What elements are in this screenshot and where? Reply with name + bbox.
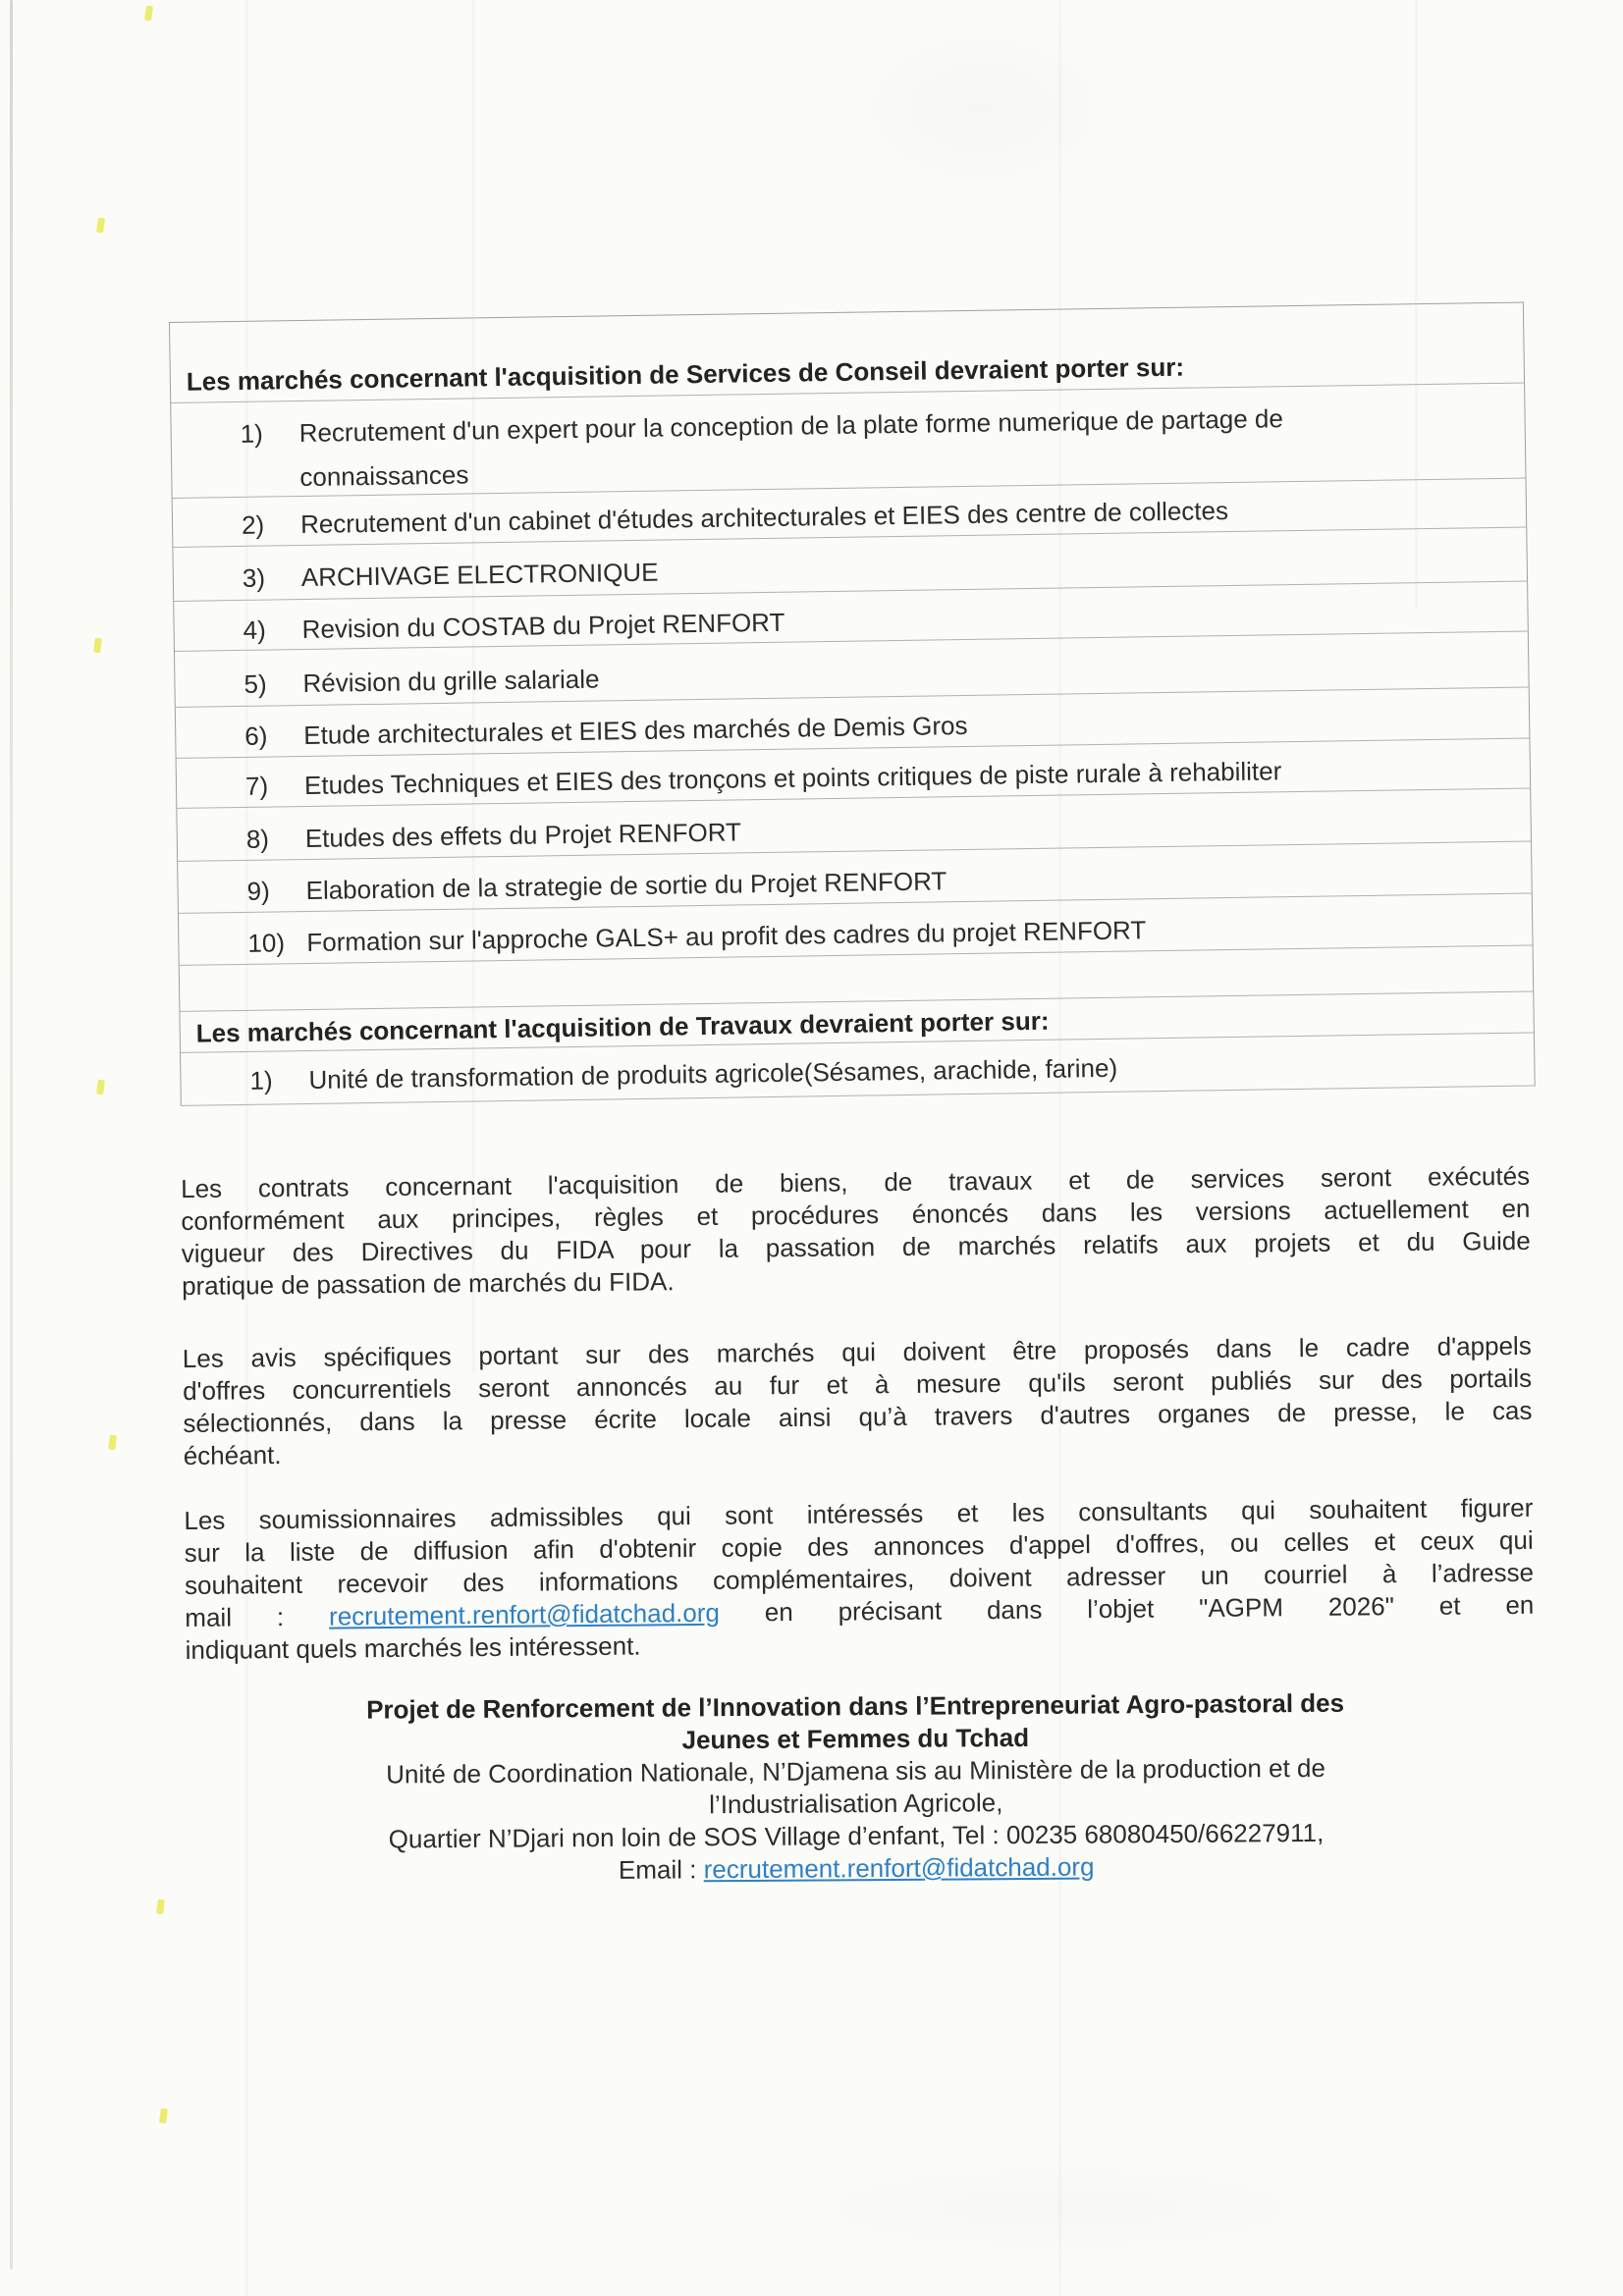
scan-speck: [96, 1080, 105, 1095]
item-number: 3): [242, 562, 266, 593]
item-number: 9): [246, 876, 270, 906]
paragraph-bidders: [184, 1492, 1535, 1667]
item-number: 10): [247, 928, 286, 958]
paragraph-notices: [183, 1330, 1533, 1472]
page-edge-shadow: [10, 0, 13, 2269]
paragraph-contracts: [181, 1160, 1531, 1303]
scan-speck: [144, 6, 153, 22]
paragraph-line: souhaitent recevoir des informations complémentaires, doivent adresser un courriel à l’adresse: [184, 1557, 1535, 1600]
item-number: 7): [244, 771, 269, 801]
paragraph-line: vigueur des Directives du FIDA pour la passation de marchés relatifs aux projets et du Guide: [181, 1225, 1531, 1268]
email-link[interactable]: recrutement.renfort@fidatchad.org: [328, 1597, 721, 1631]
contact-block: [181, 1685, 1531, 1890]
mail-label: mail :: [185, 1602, 285, 1632]
scan-speck: [93, 638, 102, 654]
procurement-table: [169, 302, 1536, 1106]
scan-speck: [156, 1899, 165, 1915]
scan-speck: [108, 1435, 117, 1451]
paragraph-line: Les soumissionnaires admissibles qui sont intéressés et les consultants qui souhaitent figurer: [184, 1492, 1534, 1535]
item-text: Revision du COSTAB du Projet RENFORT: [301, 607, 785, 645]
item-number: 1): [249, 1065, 273, 1095]
project-title-line: Jeunes et Femmes du Tchad: [681, 1722, 1030, 1755]
item-text: Révision du grille salariale: [302, 664, 600, 699]
item-text: Etudes Techniques et EIES des tronçons et points critiques de piste rurale à rehabiliter: [303, 756, 1282, 801]
address-line: l’Industrialisation Agricole,: [709, 1788, 1003, 1820]
body-text: [181, 1160, 1535, 1667]
item-text: Etude architecturales et EIES des marchés de Demis Gros: [303, 710, 968, 751]
item-text: ARCHIVAGE ELECTRONIQUE: [300, 557, 659, 593]
paragraph-line: conformément aux principes, règles et procédures énoncés dans les versions actuellement en: [181, 1193, 1531, 1236]
footer-email-link[interactable]: recrutement.renfort@fidatchad.org: [703, 1851, 1095, 1885]
scan-speck: [96, 218, 105, 234]
paragraph-line: d'offres concurrentiels seront annoncés au fur et à mesure qu'ils seront publiés sur des portails: [182, 1362, 1533, 1406]
scan-smudge: [805, 0, 1159, 216]
item-number: 1): [240, 418, 264, 449]
travaux-header-text: Les marchés concernant l'acquisition de Travaux devraient porter sur:: [195, 1005, 1050, 1048]
paragraph-line: indiquant quels marchés les intéressent.: [185, 1630, 641, 1665]
item-number: 2): [241, 509, 265, 540]
item-text: Recrutement d'un expert pour la conception de la plate forme numerique de partage de connaissances: [298, 403, 1284, 493]
address-line: Quartier N’Djari non loin de SOS Village d’enfant, Tel : 00235 68080450/66227911,: [388, 1817, 1325, 1854]
services-header-text: Les marchés concernant l'acquisition de Services de Conseil devraient porter sur:: [186, 351, 1185, 397]
mail-suffix: en précisant dans l’objet "AGPM 2026" et en: [764, 1589, 1535, 1628]
item-text: Elaboration de la strategie de sortie du Projet RENFORT: [305, 866, 947, 905]
footer-email-label: Email :: [618, 1854, 697, 1885]
item-number: 5): [243, 668, 267, 699]
paragraph-line: Les contrats concernant l'acquisition de biens, de travaux et de services seront exécutés: [181, 1160, 1531, 1203]
item-text: Recrutement d'un cabinet d'études architecturales et EIES des centre de collectes: [299, 496, 1229, 540]
project-title-line: Projet de Renforcement de l’Innovation dans l’Entrepreneuriat Agro-pastoral des: [366, 1687, 1345, 1725]
item-text: Etudes des effets du Projet RENFORT: [304, 817, 742, 853]
item-number: 6): [244, 721, 268, 751]
paragraph-line: échéant.: [183, 1440, 282, 1470]
paragraph-line: pratique de passation de marchés du FIDA.: [181, 1266, 675, 1301]
item-number: 8): [245, 824, 270, 854]
item-number: 4): [243, 614, 267, 645]
paragraph-line: sur la liste de diffusion afin d'obtenir copie des annonces d'appel d'offres, ou celles et ceux qui: [184, 1524, 1534, 1568]
item-text: Unité de transformation de produits agricole(Sésames, arachide, farine): [308, 1052, 1118, 1095]
scan-speck: [159, 2109, 168, 2124]
paragraph-line: Les avis spécifiques portant sur des marchés qui doivent être proposés dans le cadre d'appels: [182, 1330, 1532, 1373]
address-line: Unité de Coordination Nationale, N’Djamena sis au Ministère de la production et de: [386, 1752, 1326, 1789]
paragraph-line: sélectionnés, dans la presse écrite locale ainsi qu’à travers d'autres organes de presse, le cas: [183, 1395, 1533, 1438]
table-row: [171, 384, 1525, 499]
item-text: Formation sur l'approche GALS+ au profit des cadres du projet RENFORT: [306, 915, 1147, 957]
